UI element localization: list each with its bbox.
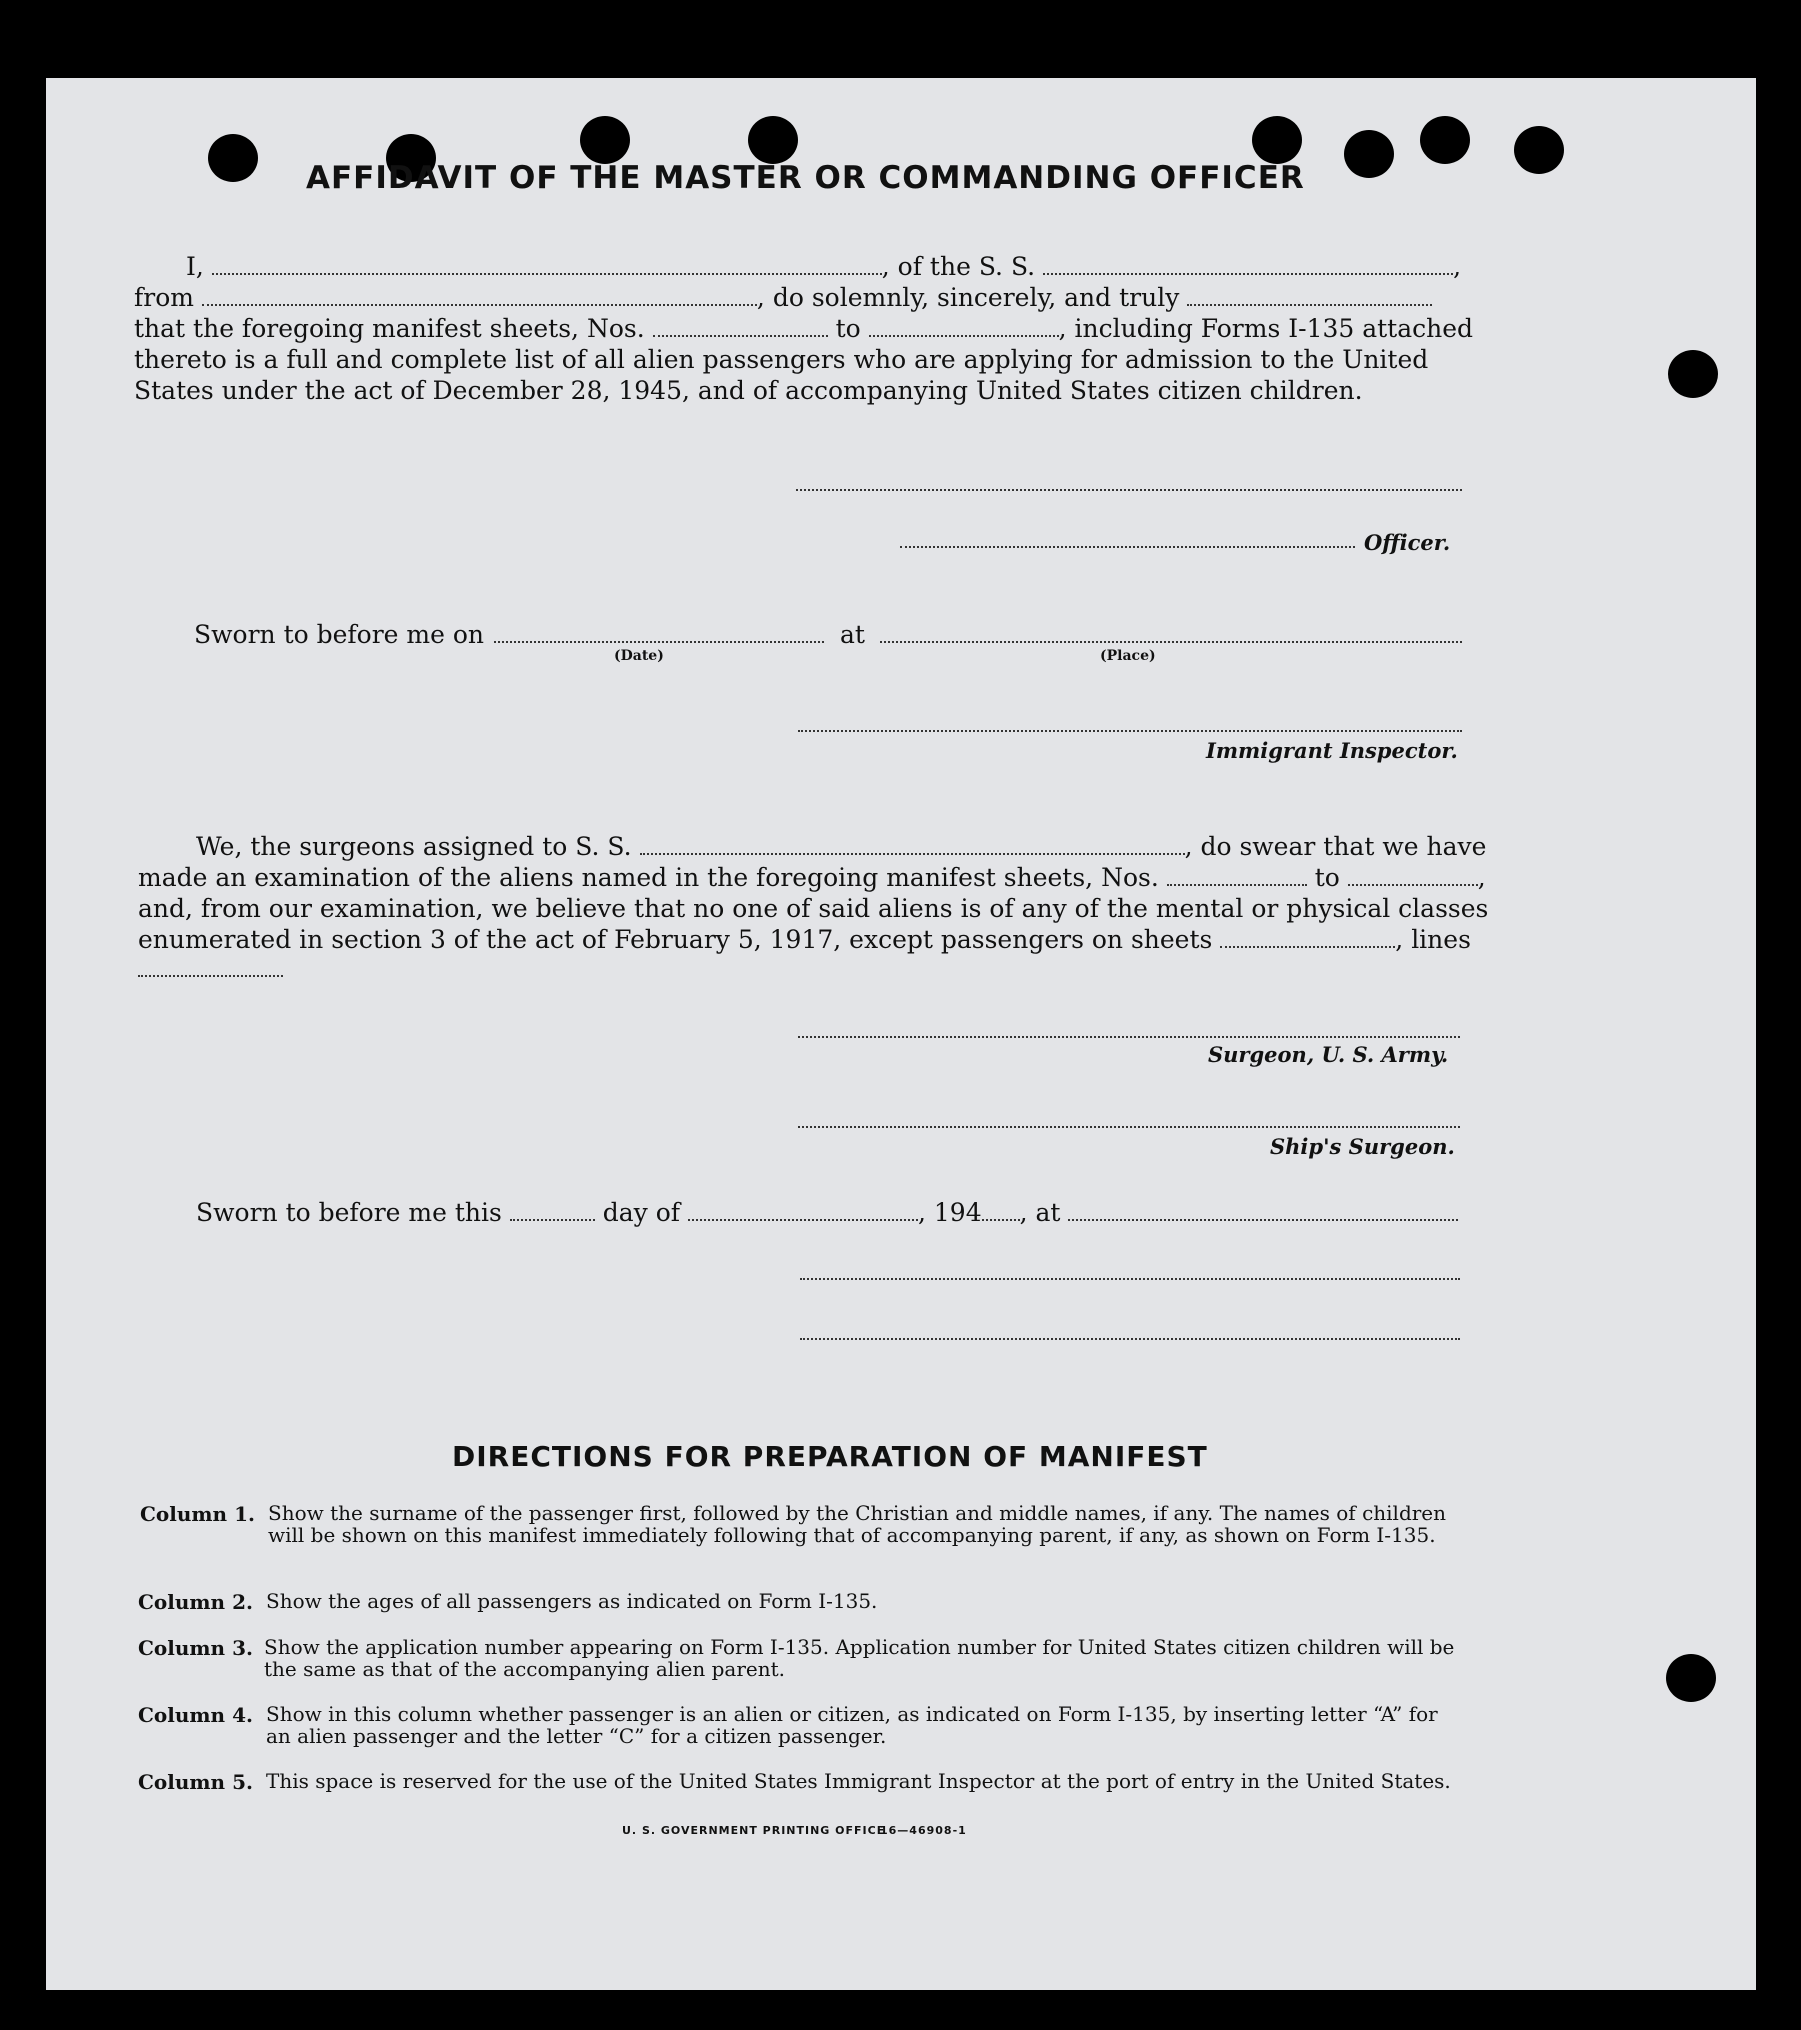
text-of-ss: , of the S. S.	[881, 252, 1036, 281]
column-5-label: Column 5.	[138, 1770, 253, 1794]
punch-hole	[1344, 130, 1394, 178]
column-2-text: Show the ages of all passengers as indicated on Form I-135.	[266, 1589, 878, 1613]
inspector-label: Immigrant Inspector.	[1206, 738, 1458, 763]
text-comma: ,	[1453, 252, 1462, 281]
affidavit-line-2	[134, 283, 1432, 312]
sworn-text-1: Sworn to before me on	[194, 620, 485, 649]
column-1-text: Show the surname of the passenger first, followed by the Christian and middle names, if any. The names of children will be shown on this manifest immediately following that of accompanying parent, if any, as shown on Form I-135.	[268, 1501, 1447, 1547]
column-4-text: Show in this column whether passenger is an alien or citizen, as indicated on Form I-135, by inserting letter “A” for an alien passenger and the letter “C” for a citizen passenger.	[266, 1702, 1438, 1748]
officer-signature-line-1[interactable]	[796, 489, 1462, 491]
punch-hole	[1420, 116, 1470, 164]
officer-label: Officer.	[1364, 530, 1451, 555]
sworn-month-field[interactable]	[688, 1215, 918, 1221]
surgeons-line-2	[138, 863, 1486, 892]
text-including: , including Forms I-135 attached	[1058, 314, 1474, 343]
sworn-place2-field[interactable]	[1068, 1215, 1458, 1221]
text-surgeons-assigned: We, the surgeons assigned to S. S.	[196, 832, 632, 861]
except-lines-field[interactable]	[138, 975, 283, 977]
column-1-label: Column 1.	[140, 1502, 255, 1526]
text-enumerated: enumerated in section 3 of the act of February 5, 1917, except passengers on sheets	[138, 925, 1213, 954]
text-solemnly: , do solemnly, sincerely, and truly	[756, 283, 1180, 312]
printer-imprint: U. S. GOVERNMENT PRINTING OFFICE	[622, 1824, 886, 1837]
column-3-text: Show the application number appearing on Form I-135. Application number for United States citizen children will be the same as that of the accompanying alien parent.	[264, 1635, 1455, 1681]
text-i: I,	[186, 252, 204, 281]
punch-hole	[748, 116, 798, 164]
from-port-field[interactable]	[202, 300, 757, 306]
except-sheets-field[interactable]	[1220, 942, 1395, 948]
place-label: (Place)	[1100, 648, 1156, 664]
text-do-swear: , do swear that we have	[1184, 832, 1487, 861]
text-at: , at	[1019, 1198, 1061, 1227]
sworn-date-field[interactable]	[494, 641, 824, 643]
text-to: to	[835, 314, 861, 343]
surgeons-line-1	[196, 832, 1486, 861]
sworn-signature-line-1[interactable]	[800, 1278, 1460, 1280]
sheet-from-field[interactable]	[653, 331, 828, 337]
affidavit-title: AFFIDAVIT OF THE MASTER OR COMMANDING OFFICER	[306, 160, 1305, 196]
affidavit-line-5: States under the act of December 28, 1945, and of accompanying United States citizen children.	[134, 376, 1363, 405]
punch-hole	[580, 116, 630, 164]
text-manifest-sheets: that the foregoing manifest sheets, Nos.	[134, 314, 645, 343]
column-3-label: Column 3.	[138, 1636, 253, 1660]
date-label: (Date)	[614, 648, 664, 664]
punch-hole	[1668, 350, 1718, 398]
surgeons-line-4	[138, 925, 1471, 954]
army-surgeon-signature-line[interactable]	[798, 1036, 1460, 1038]
officer-signature-line-2[interactable]	[900, 546, 1355, 548]
ship-surgeon-signature-line[interactable]	[798, 1126, 1460, 1128]
text-comma: ,	[1477, 863, 1486, 892]
sworn-place-field[interactable]	[880, 641, 1462, 643]
ship-name-field[interactable]	[1043, 269, 1453, 275]
army-surgeon-label: Surgeon, U. S. Army.	[1208, 1042, 1449, 1067]
punch-hole	[1514, 126, 1564, 174]
sheet-to-field[interactable]	[869, 331, 1059, 337]
sworn-line-2	[196, 1198, 1458, 1227]
text-lines: , lines	[1395, 925, 1471, 954]
punch-hole	[208, 134, 258, 182]
text-made-examination: made an examination of the aliens named in the foregoing manifest sheets, Nos.	[138, 863, 1159, 892]
inspector-signature-line[interactable]	[798, 730, 1462, 732]
exam-sheet-from-field[interactable]	[1167, 880, 1307, 886]
oath-field[interactable]	[1187, 300, 1432, 306]
surgeons-ship-field[interactable]	[640, 849, 1185, 855]
punch-hole	[1666, 1654, 1716, 1702]
sworn-year-field[interactable]	[982, 1215, 1020, 1221]
surgeons-line-3: and, from our examination, we believe that no one of said aliens is of any of the mental or physical classes	[138, 894, 1489, 923]
affidavit-line-1	[186, 252, 1461, 281]
master-name-field[interactable]	[212, 269, 882, 275]
column-2-label: Column 2.	[138, 1590, 253, 1614]
text-sworn-this: Sworn to before me this	[196, 1198, 502, 1227]
directions-title: DIRECTIONS FOR PREPARATION OF MANIFEST	[452, 1440, 1208, 1473]
form-code: 16—46908-1	[880, 1824, 967, 1837]
text-from: from	[134, 283, 194, 312]
affidavit-line-4: thereto is a full and complete list of all alien passengers who are applying for admission to the United	[134, 345, 1429, 374]
sworn-signature-line-2[interactable]	[800, 1338, 1460, 1340]
text-day-of: day of	[602, 1198, 681, 1227]
text-to: to	[1314, 863, 1340, 892]
exam-sheet-to-field[interactable]	[1348, 880, 1478, 886]
sworn-day-field[interactable]	[510, 1215, 595, 1221]
column-5-text: This space is reserved for the use of the United States Immigrant Inspector at the port of entry in the United States.	[266, 1769, 1451, 1793]
ship-surgeon-label: Ship's Surgeon.	[1270, 1134, 1455, 1159]
text-year: , 194	[918, 1198, 982, 1227]
column-4-label: Column 4.	[138, 1703, 253, 1727]
affidavit-line-3	[134, 314, 1473, 343]
sworn-at-text: at	[840, 620, 865, 649]
punch-hole	[1252, 116, 1302, 164]
